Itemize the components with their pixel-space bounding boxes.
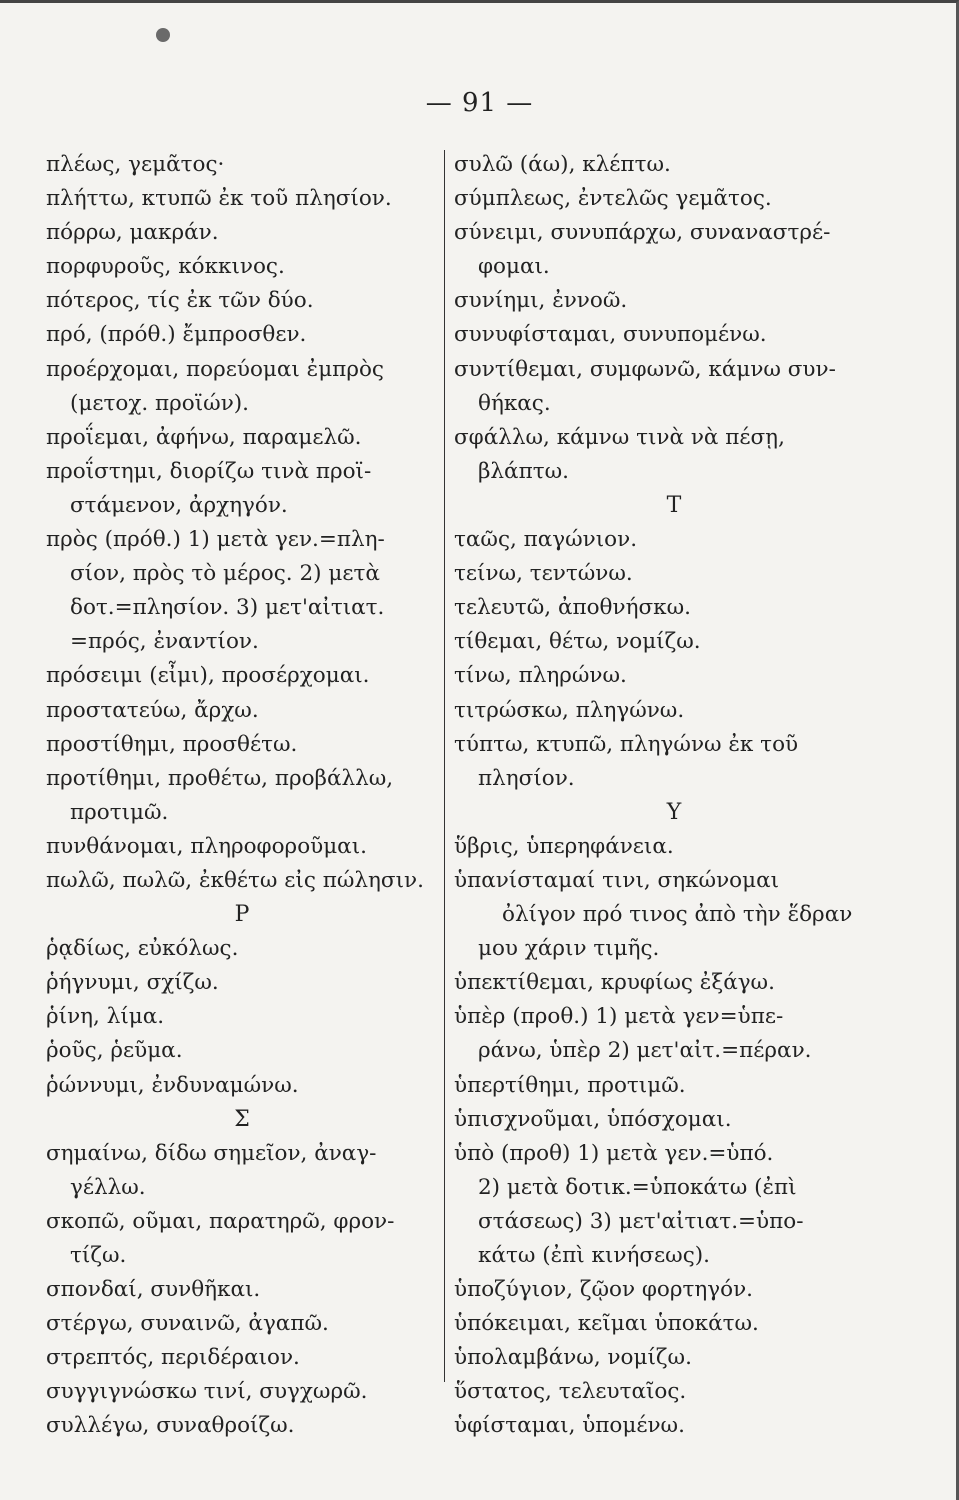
right-entry-line: ὑφίσταμαι, ὑπομένω. bbox=[454, 1413, 685, 1439]
right-column bbox=[454, 148, 894, 1444]
left-entry-line: πρό, (πρόθ.) ἔμπροσθεν. bbox=[46, 322, 307, 348]
left-section-letter: Ρ bbox=[234, 902, 250, 928]
left-entry-line: προτίθημι, προθέτω, προβάλλω, bbox=[46, 765, 394, 791]
right-entry-line: ὕστατος, τελευταῖος. bbox=[454, 1379, 687, 1405]
right-entry-line: κάτω (ἐπὶ κινήσεως). bbox=[478, 1243, 710, 1268]
right-entry-line: φομαι. bbox=[478, 254, 550, 280]
left-entry-line: συλλέγω, συναθροίζω. bbox=[46, 1413, 295, 1439]
right-entry-line: τίνω, πληρώνω. bbox=[454, 663, 627, 689]
right-entry-line: συνυφίσταμαι, συνυπομένω. bbox=[454, 322, 767, 348]
right-entry-line: τιτρώσκω, πληγώνω. bbox=[454, 697, 685, 723]
right-entry-line: ταῶς, παγώνιον. bbox=[454, 527, 638, 553]
right-entry-line: ὑπεκτίθεμαι, κρυφίως ἐξάγω. bbox=[454, 970, 775, 996]
left-entry-line: πρὸς (πρόθ.) 1) μετὰ γεν.=πλη- bbox=[46, 527, 385, 553]
right-entry-line: ὑπὸ (προθ) 1) μετὰ γεν.=ὑπό. bbox=[454, 1140, 774, 1166]
left-entry-line: σίον, πρὸς τὸ μέρος. 2) μετὰ bbox=[70, 561, 380, 587]
left-entry-line: πότερος, τίς ἐκ τῶν δύο. bbox=[46, 288, 314, 314]
left-section-letter: Σ bbox=[234, 1106, 250, 1132]
left-entry-line: πορφυροῦς, κόκκινος. bbox=[46, 254, 285, 280]
left-entry-line: ῥώννυμι, ἐνδυναμώνω. bbox=[46, 1072, 299, 1098]
left-entry-line: προΐστημι, διορίζω τινὰ προϊ- bbox=[46, 458, 372, 484]
page-number: — 91 — bbox=[425, 88, 534, 118]
column-divider bbox=[444, 150, 445, 1382]
right-entry-line: ὑπερτίθημι, προτιμῶ. bbox=[454, 1072, 686, 1098]
right-section-letter: Τ bbox=[666, 492, 682, 518]
right-entry-line: τύπτω, κτυπῶ, πληγώνω ἐκ τοῦ bbox=[454, 731, 799, 757]
right-entry-line: ὑπολαμβάνω, νομίζω. bbox=[454, 1345, 692, 1371]
left-entry-line: =πρός, ἐναντίον. bbox=[70, 629, 259, 655]
right-entry-line: ὑπὲρ (προθ.) 1) μετὰ γεν=ὑπε- bbox=[454, 1004, 784, 1030]
right-entry-line: μου χάριν τιμῆς. bbox=[478, 936, 660, 962]
right-entry-line: ὀλίγον πρό τινος ἀπὸ τὴν ἕδραν bbox=[502, 902, 853, 928]
left-entry-line: πόρρω, μακράν. bbox=[46, 220, 219, 246]
right-entry-line: ὕβρις, ὑπερηφάνεια. bbox=[454, 833, 674, 859]
right-entry-line: ράνω, ὑπὲρ 2) μετ'αἰτ.=πέραν. bbox=[478, 1038, 812, 1064]
right-entry-line: ὑπισχνοῦμαι, ὑπόσχομαι. bbox=[454, 1106, 732, 1132]
left-entry-line: πρόσειμι (εἶμι), προσέρχομαι. bbox=[46, 663, 370, 689]
punch-hole-mark bbox=[156, 28, 170, 42]
left-entry-line: προΐεμαι, ἀφήνω, παραμελῶ. bbox=[46, 424, 362, 450]
left-entry-line: στέργω, συναινῶ, ἀγαπῶ. bbox=[46, 1311, 329, 1337]
right-entry-line: θήκας. bbox=[478, 390, 551, 416]
right-entry-line: ὑπανίσταμαί τινι, σηκώνομαι bbox=[454, 867, 780, 893]
left-entry-line: δοτ.=πλησίον. 3) μετ'αἰτιατ. bbox=[70, 595, 385, 621]
right-entry-line: ὑποζύγιον, ζῷον φορτηγόν. bbox=[454, 1277, 753, 1303]
left-entry-line: ῥήγνυμι, σχίζω. bbox=[46, 970, 219, 996]
left-entry-line: σκοπῶ, οῦμαι, παρατηρῶ, φρον- bbox=[46, 1208, 395, 1234]
left-entry-line: στρεπτός, περιδέραιον. bbox=[46, 1345, 300, 1371]
left-entry-line: γέλλω. bbox=[70, 1174, 146, 1200]
left-entry-line: ῥᾳδίως, εὐκόλως. bbox=[46, 936, 239, 962]
right-entry-line: συνίημι, ἐννοῶ. bbox=[454, 288, 628, 314]
right-entry-line: σύνειμι, συνυπάρχω, συναναστρέ- bbox=[454, 220, 831, 246]
right-entry-line: ὑπόκειμαι, κεῖμαι ὑποκάτω. bbox=[454, 1311, 759, 1337]
left-entry-line: πωλῶ, πωλῶ, ἐκθέτω εἰς πώλησιν. bbox=[46, 867, 424, 893]
left-entry-line: τίζω. bbox=[70, 1243, 127, 1268]
left-entry-line: πλέως, γεμᾶτος· bbox=[46, 152, 225, 177]
right-entry-line: τίθεμαι, θέτω, νομίζω. bbox=[454, 629, 701, 655]
left-entry-line: πλήττω, κτυπῶ ἐκ τοῦ πλησίον. bbox=[46, 186, 392, 212]
right-entry-line: στάσεως) 3) μετ'αἰτιατ.=ὑπο- bbox=[478, 1208, 804, 1234]
right-entry-line: συντίθεμαι, συμφωνῶ, κάμνω συν- bbox=[454, 356, 836, 382]
left-entry-line: πυνθάνομαι, πληροφοροῦμαι. bbox=[46, 833, 367, 859]
right-entry-line: σύμπλεως, ἐντελῶς γεμᾶτος. bbox=[454, 186, 772, 212]
left-entry-line: προτιμῶ. bbox=[70, 799, 169, 825]
right-entry-line: πλησίον. bbox=[478, 765, 575, 791]
left-entry-line: συγγιγνώσκω τινί, συγχωρῶ. bbox=[46, 1379, 368, 1405]
right-entry-line: τελευτῶ, ἀποθνήσκω. bbox=[454, 595, 691, 621]
left-entry-line: σημαίνω, δίδω σημεῖον, ἀναγ- bbox=[46, 1140, 377, 1166]
right-entry-line: τείνω, τεντώνω. bbox=[454, 561, 633, 587]
left-entry-line: προέρχομαι, πορεύομαι ἐμπρὸς bbox=[46, 356, 384, 382]
right-section-letter: Υ bbox=[666, 799, 682, 825]
right-entry-line: βλάπτω. bbox=[478, 458, 569, 484]
left-entry-line: προστατεύω, ἄρχω. bbox=[46, 697, 259, 723]
left-entry-line: προστίθημι, προσθέτω. bbox=[46, 731, 298, 757]
left-entry-line: σπονδαί, συνθῆκαι. bbox=[46, 1277, 261, 1303]
left-column bbox=[46, 148, 438, 1444]
left-entry-line: ῥίνη, λίμα. bbox=[46, 1004, 165, 1030]
left-entry-line: ῥοῦς, ῥεῦμα. bbox=[46, 1038, 183, 1064]
right-entry-line: 2) μετὰ δοτικ.=ὑποκάτω (ἐπὶ bbox=[478, 1174, 797, 1200]
right-entry-line: συλῶ (άω), κλέπτω. bbox=[454, 152, 671, 177]
left-entry-line: στάμενον, ἀρχηγόν. bbox=[70, 492, 288, 518]
left-entry-line: (μετοχ. προϊών). bbox=[70, 390, 250, 416]
right-entry-line: σφάλλω, κάμνω τινὰ νὰ πέσῃ, bbox=[454, 424, 785, 450]
